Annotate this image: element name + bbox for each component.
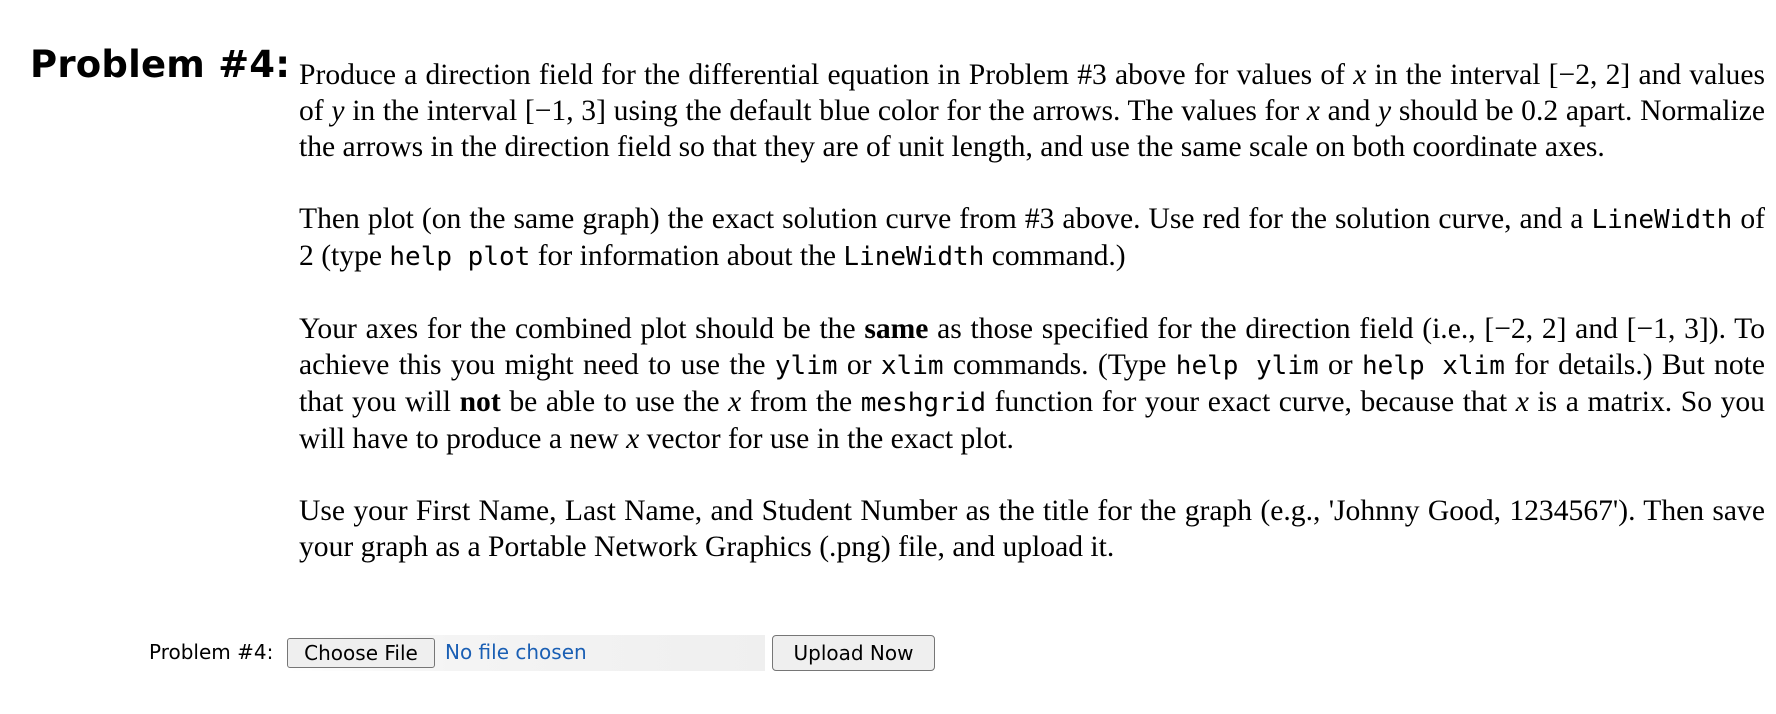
paragraph-title-and-upload: Use your First Name, Last Name, and Student Number as the title for the graph (e.g., 'Johnny Good, 1234567'). Then save your graph as a Portable Network Graphics (.png) file, and upload it. <box>299 495 1765 563</box>
choose-file-button[interactable]: Choose File <box>287 638 435 668</box>
code-linewidth: LineWidth <box>843 242 985 272</box>
code-ylim: ylim <box>774 351 838 381</box>
code-help-ylim: help ylim <box>1175 351 1319 381</box>
file-status-text: No file chosen <box>445 640 587 664</box>
upload-label: Problem #4: <box>149 640 274 664</box>
paragraph-direction-field: Produce a direction field for the differential equation in Problem #3 above for values of x in the interval [−2, 2] and values of y in the interval [−1, 3] using the default blue color for the arrows. The values for x and y should be 0.2 apart. Normalize the arrows in the direction field so that they are of unit length, and use the same scale on both coordinate axes. <box>299 59 1765 163</box>
code-help-xlim: help xlim <box>1362 351 1505 381</box>
upload-row <box>149 635 939 671</box>
file-input[interactable] <box>287 635 765 671</box>
problem-description <box>299 57 1765 565</box>
upload-now-button[interactable]: Upload Now <box>772 635 935 671</box>
code-linewidth: LineWidth <box>1591 205 1733 235</box>
code-xlim: xlim <box>880 351 944 381</box>
problem-heading: Problem #4: <box>30 43 291 86</box>
code-meshgrid: meshgrid <box>860 388 986 418</box>
paragraph-solution-curve: Then plot (on the same graph) the exact solution curve from #3 above. Use red for the solution curve, and a LineWidth of 2 (type help plot for information about the LineWidth command.) <box>299 203 1765 272</box>
code-help-plot: help plot <box>389 242 531 272</box>
paragraph-axes: Your axes for the combined plot should be the same as those specified for the direction field (i.e., [−2, 2] and [−1, 3]). To achieve this you might need to use the ylim or xlim commands. (Type help ylim or help xlim for details.) But note that you will not be able to use the x from the meshgrid function for your exact curve, because that x is a matrix. So you will have to produce a new x vector for use in the exact plot. <box>299 313 1765 455</box>
